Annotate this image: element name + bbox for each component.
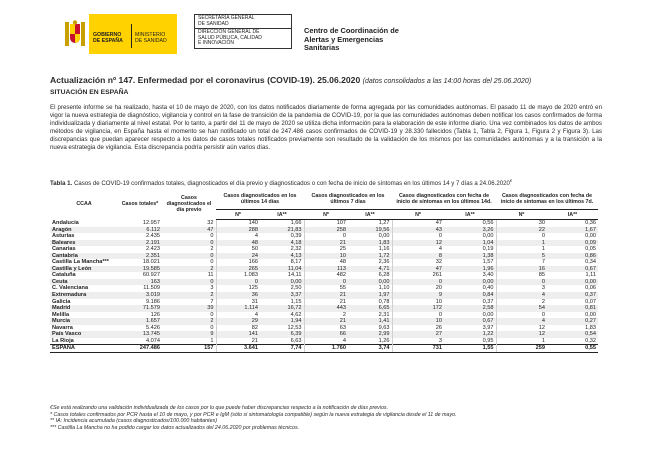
footnote: * Casos totales confirmados por PCR hasta el 10 de mayo, y por PCR e IgM (sólo si sintomatología compatible) según la nueva estrategia de vigilancia desde el 11 de mayo. [50, 411, 457, 418]
value-cell: 9 [392, 292, 444, 299]
value-cell: 0,07 [585, 298, 596, 305]
value-cell: 66 [304, 331, 348, 338]
value-cell: 482 [304, 272, 348, 279]
value-cell: 0,19 [482, 246, 494, 253]
value-cell: 10 [304, 253, 348, 260]
table-total-row [50, 345, 598, 353]
header-7-dias: Casos diagnosticados en los últimos 7 días [311, 193, 385, 205]
value-cell: 1,83 [348, 240, 392, 247]
value-cell: 0,56 [482, 220, 494, 226]
ccaa-cell: País Vasco [50, 331, 118, 338]
value-cell: 9.186 [146, 298, 160, 305]
value-cell: 0 [210, 259, 214, 266]
value-cell: 1.657 [118, 318, 162, 325]
value-cell: 0,39 [290, 233, 302, 240]
table-body [50, 220, 598, 353]
value-cell: 2.191 [118, 240, 162, 247]
value-cell: 0,27 [547, 318, 598, 325]
ccaa-cell: ESPAÑA [50, 345, 118, 353]
value-cell: 0,37 [482, 298, 494, 305]
value-cell: 71.579 [118, 305, 162, 312]
value-cell: 1,04 [444, 240, 496, 247]
value-cell: 8 [392, 253, 444, 260]
value-cell: 1,15 [290, 298, 302, 305]
header-14-dias: Casos diagnosticados en los últimos 14 días [223, 193, 297, 205]
value-cell: 4,62 [290, 311, 302, 318]
value-cell: 0 [304, 233, 348, 240]
ccaa-cell: C. Valenciana [52, 285, 89, 292]
value-cell: 4 [304, 338, 348, 345]
ccaa-cell: Galicia [52, 298, 71, 305]
value-cell: 0 [304, 279, 348, 286]
ccaa-cell: Murcia [50, 318, 118, 325]
value-cell: 0,00 [482, 311, 494, 318]
value-cell: 6,63 [290, 337, 302, 344]
ccaa-cell: Asturias [52, 233, 75, 240]
value-cell: 4.074 [146, 337, 160, 344]
header-ia: IA** [348, 210, 392, 220]
ministry-logo [89, 14, 177, 54]
ccaa-cell: Castilla y León [50, 266, 118, 273]
value-cell: 0,00 [348, 279, 392, 286]
value-cell: 0,78 [378, 298, 390, 305]
value-cell: 1 [496, 240, 547, 247]
header-casos-totales: Casos totales* [121, 201, 159, 208]
value-cell: 0,81 [547, 305, 598, 312]
value-cell: 0,67 [547, 266, 598, 273]
header-ia: IA** [260, 210, 304, 220]
value-cell: 5.426 [146, 324, 160, 331]
value-cell: 247.486 [118, 345, 162, 353]
value-cell: 1.114 [216, 305, 260, 312]
value-cell: 0 [392, 279, 444, 286]
value-cell: 32 [392, 259, 444, 266]
header-n: Nº [496, 210, 547, 220]
header-ccaa: CCAA [76, 201, 92, 208]
value-cell: 0,00 [444, 279, 496, 286]
value-cell: 11.509 [143, 285, 160, 292]
value-cell: 1,94 [260, 318, 304, 325]
value-cell: 0,55 [547, 345, 598, 353]
value-cell: 107 [304, 220, 348, 227]
value-cell: 8,17 [290, 259, 302, 266]
header-n: Nº [392, 210, 444, 220]
value-cell: 0,86 [547, 253, 598, 260]
value-cell: 0,37 [547, 292, 598, 299]
footnote: ** IA: Incidencia acumulada (casos diagnosticados/100.000 habitantes) [50, 418, 217, 425]
value-cell: 2,32 [290, 246, 302, 253]
value-cell: 3,97 [482, 324, 494, 331]
report-title-note: (datos consolidados a las 14:00 horas del 25.06.2020) [362, 78, 532, 85]
value-cell: 0 [496, 233, 547, 240]
value-cell: 4 [216, 233, 260, 240]
value-cell: 26 [392, 325, 444, 332]
value-cell: 0,36 [585, 220, 596, 226]
value-cell: 4 [392, 246, 444, 253]
value-cell: 1,83 [585, 324, 596, 331]
intro-paragraph: El presente informe se ha realizado, hasta el 10 de mayo de 2020, con los datos notificados diariamente de forma agregada por las comunidades autónomas. El pasado 11 de mayo de 2020 entró en vigor la nueva estrategia de diagnóstico, vigilancia y control en la fase de transición de la pandemia de COVID-19, por la que las comunidades autónomas deben notificar los casos confirmados de forma individualizada y diariamente al nivel estatal. Por lo tanto, a partir del 11 de mayo de 2020 se utiliza dicha información para la elaboración de este informe diario. Una vez combinados los datos de ambos métodos de vigilancia, en España hasta el momento se han notificado un total de 247.486 casos confirmados de COVID-19 y 28.330 fallecidos (Tabla 1, Tabla 2, Figura 1, Figura 2 y Figura 3). Las discrepancias que puedan aparecer respecto a los datos de casos totales notificados previamente son resultado de la validación de los mismos por las comunidades autónomas y a la transición a la nueva estrategia de vigilancia. Esta discrepancia podría persistir aún varios días. [50, 104, 602, 151]
value-cell: 12 [496, 325, 547, 332]
ccaa-cell: Canarias [52, 246, 76, 253]
value-cell: 2.351 [118, 253, 162, 260]
value-cell: 172 [392, 305, 444, 312]
value-cell: 3,74 [348, 345, 392, 353]
value-cell: 0,00 [260, 279, 304, 286]
value-cell: 1,26 [378, 337, 390, 344]
value-cell: 0,67 [444, 318, 496, 325]
value-cell: 7,74 [260, 345, 304, 353]
value-cell: 14,11 [287, 272, 302, 279]
value-cell: 1.760 [304, 345, 348, 353]
value-cell: 157 [162, 345, 216, 353]
value-cell: 731 [392, 345, 444, 353]
ccaa-cell: Extremadura [50, 292, 118, 299]
value-cell: 21 [304, 240, 348, 247]
value-cell: 4,18 [260, 240, 304, 247]
value-cell: 6,28 [378, 272, 390, 279]
coat-of-arms-icon [64, 20, 86, 50]
value-cell: 0 [496, 279, 547, 286]
value-cell: 0,84 [444, 292, 496, 299]
value-cell: 2.435 [146, 233, 160, 240]
table-row [50, 220, 598, 227]
ccaa-cell: Baleares [50, 240, 118, 247]
value-cell: 31 [216, 299, 260, 306]
value-cell: 12 [392, 240, 444, 247]
value-cell: 0,06 [585, 285, 596, 292]
value-cell: 166 [216, 259, 260, 266]
value-cell: 7 [210, 298, 214, 305]
value-cell: 0 [210, 324, 214, 331]
value-cell: 0 [162, 279, 216, 286]
value-cell: 48 [304, 259, 348, 266]
value-cell: 1,72 [348, 253, 392, 260]
value-cell: 12,53 [287, 324, 302, 331]
header-sintomas-14d: Casos diagnosticados con fecha de inicio de síntomas en los últimos 14d. [396, 193, 492, 205]
value-cell: 1,97 [348, 292, 392, 299]
value-cell: 125 [216, 285, 260, 292]
value-cell: 22 [496, 227, 547, 234]
value-cell: 2 [304, 312, 348, 319]
value-cell: 5 [496, 253, 547, 260]
value-cell: 20 [392, 285, 444, 292]
value-cell: 2,50 [290, 285, 302, 292]
ccaa-cell: Navarra [52, 324, 73, 331]
value-cell: 11,04 [260, 266, 304, 273]
ccaa-cell: Cataluña [52, 272, 76, 279]
value-cell: 0 [162, 240, 216, 247]
ccaa-cell: La Rioja [52, 337, 74, 344]
secretaria-label: SECRETARÍA GENERAL DE SANIDAD [195, 15, 291, 29]
value-cell: 1,16 [378, 246, 390, 253]
department-box [194, 14, 292, 49]
value-cell: 288 [216, 227, 260, 234]
value-cell: 47 [162, 227, 216, 234]
value-cell: 1,10 [378, 285, 390, 292]
value-cell: 141 [216, 331, 260, 338]
value-cell: 2 [496, 299, 547, 306]
value-cell: 0 [496, 312, 547, 319]
table-caption-text: Casos de COVID-19 confirmados totales, diagnosticados el día previo y diagnosticados o con fecha de inicio de síntomas en los últimos 14 y 7 días a 24.06.2020 [72, 180, 510, 188]
document-header [0, 0, 647, 68]
value-cell: 25 [304, 246, 348, 253]
header-ia: IA** [547, 210, 598, 220]
value-cell: 3 [210, 285, 214, 292]
value-cell: 21 [304, 292, 348, 299]
value-cell: 2 [162, 266, 216, 273]
value-cell: 2,36 [378, 259, 390, 266]
value-cell: 1.083 [216, 272, 260, 279]
section-heading: SITUACIÓN EN ESPAÑA [50, 89, 129, 96]
value-cell: 21,83 [260, 227, 304, 234]
value-cell: 0 [210, 311, 214, 318]
value-cell: 2,99 [348, 331, 392, 338]
value-cell: 39 [162, 305, 216, 312]
value-cell: 21 [304, 318, 348, 325]
header-dia-previo: Casos diagnosticados el día previo [166, 195, 212, 214]
value-cell: 63 [304, 325, 348, 332]
value-cell: 1,22 [444, 331, 496, 338]
value-cell: 7 [496, 259, 547, 266]
value-cell: 443 [304, 305, 348, 312]
table-caption-label: Tabla 1. [50, 180, 73, 188]
value-cell: 10 [392, 318, 444, 325]
value-cell: 1 [496, 338, 547, 345]
value-cell: 60.927 [142, 272, 160, 279]
value-cell: 19,56 [348, 227, 392, 234]
ccaa-cell: Ceuta [50, 279, 118, 286]
value-cell: 0 [210, 233, 214, 240]
value-cell: 29 [216, 318, 260, 325]
value-cell: 163 [118, 279, 162, 286]
value-cell: 3,26 [444, 227, 496, 234]
value-cell: 1 [210, 337, 214, 344]
ccaa-cell: Melilla [52, 311, 70, 318]
value-cell: 0,05 [585, 246, 596, 253]
ministerio-label: MINISTERIO DE SANIDAD [135, 32, 167, 44]
footnote: €Se está realizando una validación individualizada de los casos por lo que puede haber discrepancias respecto a la notificación de días previos. [50, 405, 389, 411]
value-cell: 1,55 [444, 345, 496, 353]
value-cell: 3,40 [482, 272, 494, 279]
value-cell: 16,72 [260, 305, 304, 312]
ccaa-cell: Castilla La Mancha*** [52, 259, 109, 266]
report-title [50, 75, 531, 85]
value-cell: 54 [496, 305, 547, 312]
value-cell: 18.021 [142, 259, 160, 266]
value-cell: 258 [304, 227, 348, 234]
value-cell: 50 [216, 246, 260, 253]
report-title-text: Actualización nº 147. Enfermedad por el coronavirus (COVID-19). 25.06.2020 [50, 75, 361, 85]
centro-coordinacion-label: Centro de Coordinación de Alertas y Emergencias Sanitarias [304, 26, 399, 53]
table-caption-mark: € [509, 178, 513, 183]
value-cell: 24 [216, 253, 260, 260]
header-n: Nº [216, 210, 260, 220]
value-cell: 0,40 [482, 285, 494, 292]
value-cell: 2 [162, 292, 216, 299]
value-cell: 0,00 [585, 233, 596, 240]
value-cell: 1,38 [444, 253, 496, 260]
value-cell: 3.641 [216, 345, 260, 353]
value-cell: 2.423 [146, 246, 160, 253]
value-cell: 0,00 [547, 279, 598, 286]
value-cell: 47 [392, 266, 444, 273]
value-cell: 36 [216, 292, 260, 299]
covid-cases-table [50, 189, 598, 353]
value-cell: 0,09 [547, 240, 598, 247]
value-cell: 9 [162, 331, 216, 338]
value-cell: 1 [496, 246, 547, 253]
header-sintomas-7d: Casos diagnosticados con fecha de inicio de síntomas en los últimos 7d. [500, 193, 594, 205]
value-cell: 2 [210, 246, 214, 253]
value-cell: 27 [392, 331, 444, 338]
value-cell: 12 [496, 331, 547, 338]
value-cell: 6.112 [118, 227, 162, 234]
value-cell: 113 [304, 266, 348, 273]
value-cell: 0,00 [585, 311, 596, 318]
value-cell: 0,95 [482, 337, 494, 344]
value-cell: 3,37 [260, 292, 304, 299]
value-cell: 12.957 [142, 219, 160, 226]
value-cell: 4 [216, 312, 260, 319]
value-cell: 1,96 [444, 266, 496, 273]
value-cell: 21 [216, 338, 260, 345]
value-cell: 47 [392, 220, 444, 227]
value-cell: 4 [496, 292, 547, 299]
value-cell: 10 [392, 299, 444, 306]
value-cell: 0,54 [547, 331, 598, 338]
value-cell: 4,71 [348, 266, 392, 273]
value-cell: 19.585 [118, 266, 162, 273]
value-cell: 6,65 [348, 305, 392, 312]
value-cell: 0 [392, 312, 444, 319]
value-cell: 1,11 [585, 272, 596, 279]
footnotes [50, 405, 457, 431]
footnote: *** Castilla La Mancha no ha podido cargar los datos actualizados del 24.06.2020 por problemas técnicos. [50, 424, 300, 431]
value-cell: 85 [496, 272, 547, 279]
value-cell: 3 [496, 285, 547, 292]
value-cell: 2,31 [378, 311, 390, 318]
table-row [50, 338, 598, 345]
direccion-label: DIRECCIÓN GENERAL DE SALUD PÚBLICA, CALIDAD E INNOVACIÓN [198, 29, 262, 47]
value-cell: 0 [162, 253, 216, 260]
value-cell: 1,57 [482, 259, 494, 266]
value-cell: 3.019 [118, 292, 162, 299]
value-cell: 3 [392, 338, 444, 345]
value-cell: 82 [216, 325, 260, 332]
header-ia: IA** [444, 210, 496, 220]
value-cell: 16 [496, 266, 547, 273]
value-cell: 0 [392, 233, 444, 240]
value-cell: 48 [216, 240, 260, 247]
gobierno-label: GOBIERNO DE ESPAÑA [93, 32, 123, 44]
value-cell: 2,58 [444, 305, 496, 312]
value-cell: 4 [496, 318, 547, 325]
value-cell: 1,67 [547, 227, 598, 234]
value-cell: 21 [304, 299, 348, 306]
value-cell: 4,13 [260, 253, 304, 260]
value-cell: 1,27 [378, 220, 390, 226]
table-caption [50, 178, 512, 187]
ccaa-cell: Cantabria [50, 253, 118, 260]
ccaa-cell: Andalucía [52, 219, 79, 226]
value-cell: 1,66 [290, 220, 302, 226]
value-cell: 1,41 [348, 318, 392, 325]
value-cell: 2 [162, 318, 216, 325]
value-cell: 11 [207, 272, 214, 279]
header-n: Nº [304, 210, 348, 220]
value-cell: 6,39 [260, 331, 304, 338]
value-cell: 30 [496, 220, 547, 227]
ccaa-cell: Aragón [50, 227, 118, 234]
value-cell: 0,00 [482, 233, 494, 240]
value-cell: 55 [304, 285, 348, 292]
value-cell: 13.745 [118, 331, 162, 338]
value-cell: 0,00 [378, 233, 390, 240]
logo-divider [131, 24, 132, 48]
value-cell: 261 [392, 272, 444, 279]
value-cell: 0,34 [585, 259, 596, 266]
value-cell: 9,63 [378, 324, 390, 331]
value-cell: 265 [216, 266, 260, 273]
value-cell: 43 [392, 227, 444, 234]
ccaa-cell: Madrid [50, 305, 118, 312]
value-cell: 259 [496, 345, 547, 353]
value-cell: 32 [207, 219, 214, 226]
value-cell: 0 [216, 279, 260, 286]
value-cell: 140 [216, 220, 260, 227]
value-cell: 0,32 [585, 337, 596, 344]
value-cell: 126 [150, 311, 160, 318]
